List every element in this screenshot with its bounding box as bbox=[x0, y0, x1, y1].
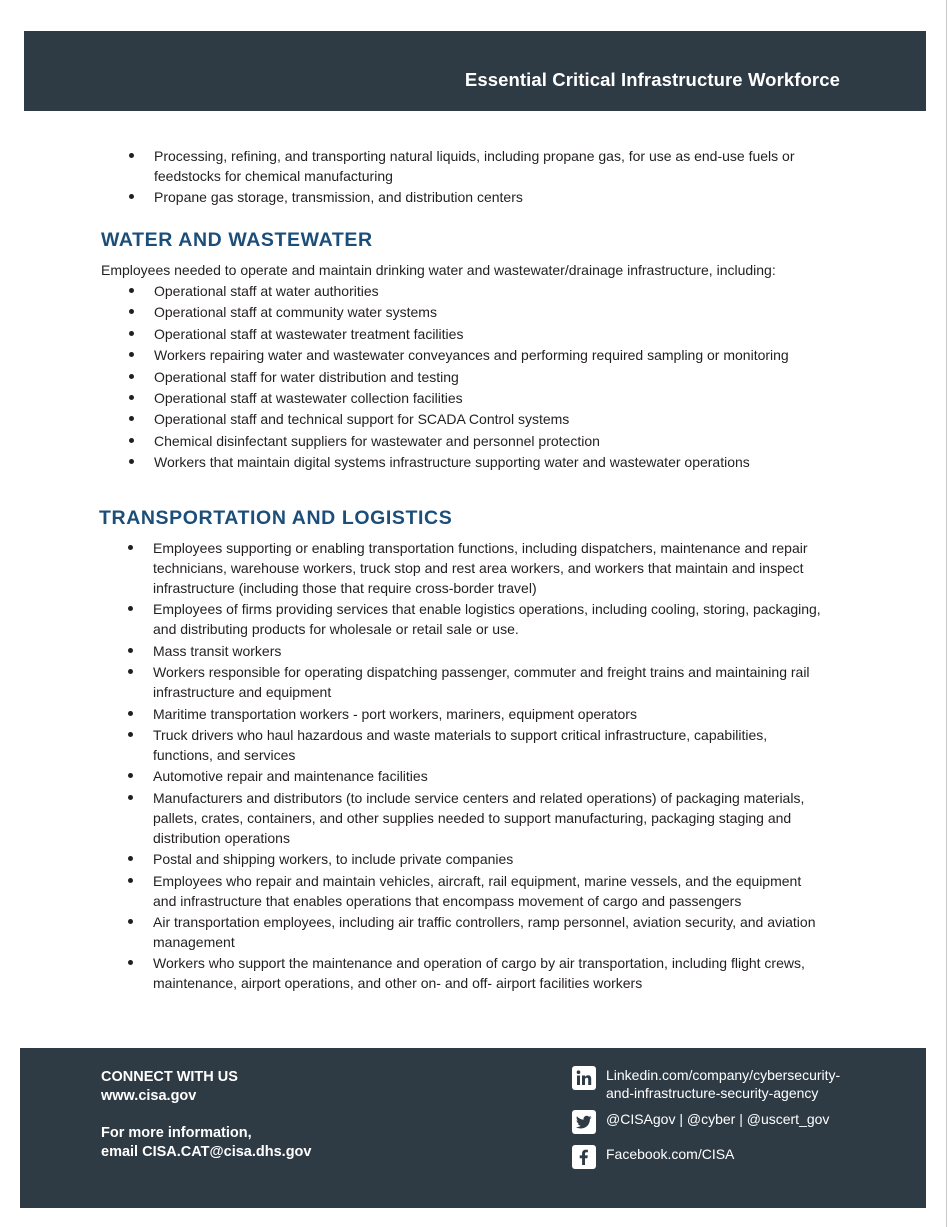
list-item: Processing, refining, and transporting natural liquids, including propane gas, for use as end-use fuels or feedstocks for chemical manufacturing bbox=[128, 146, 828, 186]
list-item: Employees supporting or enabling transportation functions, including dispatchers, maintenance and repair technicians, warehouse workers, truck stop and rest area workers, and workers that maintain and inspect infrastructure (including those that require cross-border travel) bbox=[127, 538, 822, 598]
page-edge-line bbox=[946, 0, 947, 1227]
website-link[interactable]: www.cisa.gov bbox=[101, 1088, 197, 1104]
water-bullet-list bbox=[128, 281, 828, 474]
twitter-handles[interactable]: @CISAgov | @cyber | @uscert_gov bbox=[606, 1111, 830, 1127]
list-item: Truck drivers who haul hazardous and waste materials to support critical infrastructure, capabilities, functions, and services bbox=[127, 725, 822, 765]
list-item: Operational staff at wastewater treatment facilities bbox=[128, 324, 828, 344]
list-item: Manufacturers and distributors (to include service centers and related operations) of packaging materials, pallets, crates, containers, and other supplies needed to support manufacturing, packaging staging and distribution operations bbox=[127, 788, 822, 848]
list-item: Workers responsible for operating dispatching passenger, commuter and freight trains and maintaining rail infrastructure and equipment bbox=[127, 662, 822, 702]
email-link[interactable]: email CISA.CAT@cisa.dhs.gov bbox=[101, 1144, 312, 1160]
transport-section-heading: TRANSPORTATION AND LOGISTICS bbox=[99, 507, 453, 529]
list-item: Maritime transportation workers - port workers, mariners, equipment operators bbox=[127, 704, 822, 724]
list-item: Workers who support the maintenance and operation of cargo by air transportation, including flight crews, maintenance, airport operations, and other on- and off- airport facilities workers bbox=[127, 953, 822, 993]
list-item: Operational staff and technical support for SCADA Control systems bbox=[128, 409, 828, 429]
list-item: Mass transit workers bbox=[127, 641, 822, 661]
transport-bullet-list bbox=[127, 538, 822, 995]
facebook-icon bbox=[572, 1145, 596, 1169]
list-item: Operational staff at water authorities bbox=[128, 281, 828, 301]
list-item: Operational staff at community water systems bbox=[128, 302, 828, 322]
list-item: Employees of firms providing services that enable logistics operations, including cooling, storing, packaging, and distributing products for wholesale or retail sale or use. bbox=[127, 599, 822, 639]
connect-label: CONNECT WITH US bbox=[101, 1069, 238, 1085]
facebook-row[interactable] bbox=[572, 1145, 866, 1169]
list-item: Operational staff at wastewater collection facilities bbox=[128, 388, 828, 408]
list-item: Operational staff for water distribution and testing bbox=[128, 367, 828, 387]
header-band bbox=[24, 31, 926, 111]
list-item: Employees who repair and maintain vehicles, aircraft, rail equipment, marine vessels, and the equipment and infrastructure that enables operations that encompass movement of cargo and passengers bbox=[127, 871, 822, 911]
list-item: Postal and shipping workers, to include private companies bbox=[127, 849, 822, 869]
list-item: Propane gas storage, transmission, and distribution centers bbox=[128, 187, 828, 207]
footer-band bbox=[20, 1048, 926, 1208]
list-item: Automotive repair and maintenance facilities bbox=[127, 766, 822, 786]
water-section-heading: WATER AND WASTEWATER bbox=[101, 229, 373, 251]
list-item: Chemical disinfectant suppliers for wastewater and personnel protection bbox=[128, 431, 828, 451]
list-item: Workers repairing water and wastewater conveyances and performing required sampling or monitoring bbox=[128, 345, 828, 365]
water-intro-text: Employees needed to operate and maintain drinking water and wastewater/drainage infrastructure, including: bbox=[101, 262, 776, 278]
facebook-link[interactable]: Facebook.com/CISA bbox=[606, 1146, 735, 1162]
linkedin-link[interactable]: Linkedin.com/company/cybersecurity-and-infrastructure-security-agency bbox=[606, 1067, 841, 1101]
linkedin-icon bbox=[572, 1066, 596, 1090]
list-item: Air transportation employees, including air traffic controllers, ramp personnel, aviation security, and aviation management bbox=[127, 912, 822, 952]
linkedin-row[interactable] bbox=[572, 1066, 866, 1102]
list-item: Workers that maintain digital systems infrastructure supporting water and wastewater operations bbox=[128, 452, 828, 472]
header-title: Essential Critical Infrastructure Workforce bbox=[464, 69, 840, 90]
more-info-label: For more information, bbox=[101, 1125, 252, 1141]
twitter-row[interactable] bbox=[572, 1110, 866, 1134]
footer-contact bbox=[101, 1068, 311, 1162]
top-bullet-list bbox=[128, 146, 828, 209]
twitter-icon bbox=[572, 1110, 596, 1134]
